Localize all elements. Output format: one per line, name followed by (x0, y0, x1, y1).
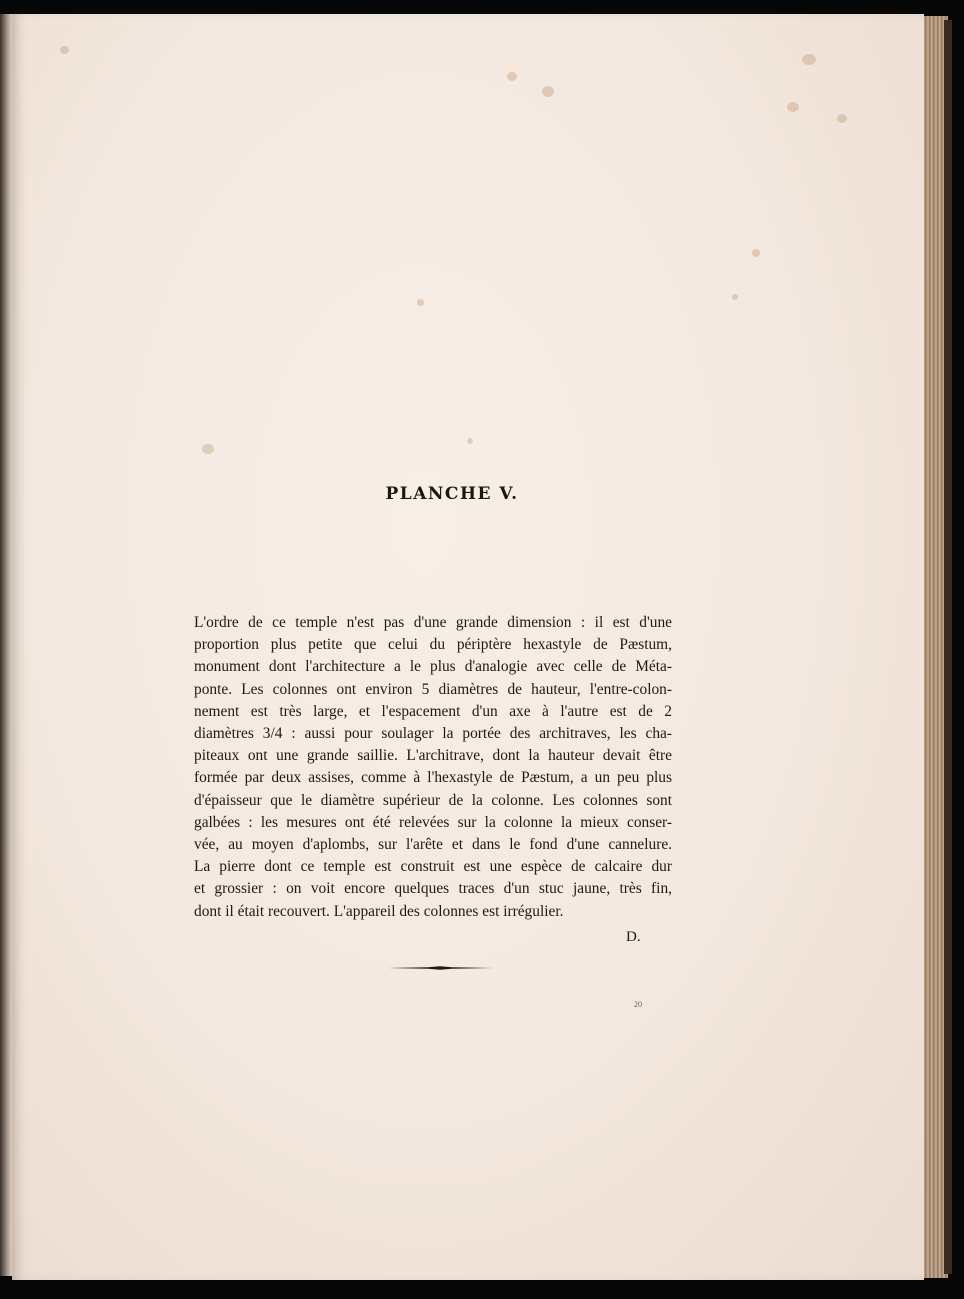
foxing-stain (202, 444, 214, 454)
text-line: d'épaisseur que le diamètre supérieur de la colonne. Les colonnes sont (194, 791, 672, 809)
body-paragraph (194, 612, 672, 923)
foxing-stain (752, 249, 760, 257)
text-line: La pierre dont ce temple est construit est une espèce de calcaire dur (194, 858, 672, 876)
foxing-stain (837, 114, 847, 123)
text-line: ponte. Les colonnes ont environ 5 diamètres de hauteur, l'entre-colon- (194, 680, 672, 698)
plate-title: PLANCHE V. (385, 484, 519, 504)
foxing-stain (467, 438, 473, 444)
foxing-stain (732, 294, 738, 300)
foxing-stain (507, 72, 517, 81)
text-line: diamètres 3/4 : aussi pour soulager la portée des architraves, les cha- (194, 725, 672, 743)
page-stack-shadow (944, 20, 952, 1274)
foxing-stain (802, 54, 816, 65)
page-sheet (12, 14, 924, 1280)
ornament-rule (388, 965, 493, 971)
text-line: galbées : les mesures ont été relevées sur la colonne la mieux conser- (194, 813, 672, 831)
foxing-stain (60, 46, 69, 54)
foxing-stain (787, 102, 799, 112)
foxing-stain (542, 86, 554, 97)
text-line: et grossier : on voit encore quelques traces d'un stuc jaune, très fin, (194, 880, 672, 898)
left-page-edge (0, 14, 12, 1276)
text-line: piteaux ont une grande saillie. L'architrave, dont la hauteur devait être (194, 747, 672, 765)
text-line: monument dont l'architecture a le plus d'analogie avec celle de Méta- (194, 658, 672, 676)
text-line: nement est très large, et l'espacement d'un axe à l'autre est de 2 (194, 702, 672, 720)
foxing-stain (417, 299, 424, 306)
text-line: formée par deux assises, comme à l'hexastyle de Pæstum, a un peu plus (194, 769, 672, 787)
text-line: proportion plus petite que celui du périptère hexastyle de Pæstum, (194, 636, 672, 654)
text-line: vée, au moyen d'aplombs, sur l'arête et dans le fond d'une cannelure. (194, 836, 672, 854)
text-line: L'ordre de ce temple n'est pas d'une grande dimension : il est d'une (194, 614, 672, 631)
page-number: 20 (634, 1000, 642, 1009)
text-line: dont il était recouvert. L'appareil des colonnes est irrégulier. (194, 902, 564, 920)
author-signature: D. (626, 929, 641, 945)
